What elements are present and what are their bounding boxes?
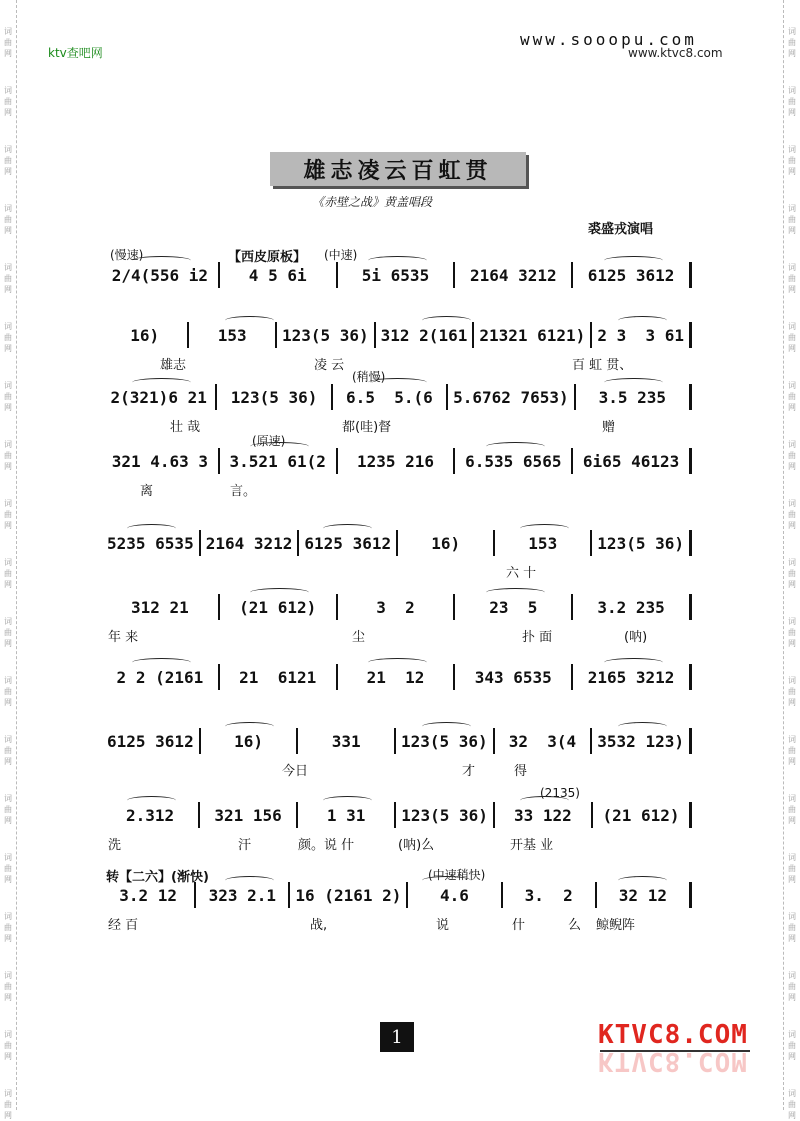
subtitle: 《赤壁之战》黄盖唱段 <box>312 195 433 209</box>
margin-watermark-text: 词曲网 <box>788 1030 796 1061</box>
margin-watermark-text: 词曲网 <box>788 912 796 943</box>
measure: 123(5 36) <box>597 533 684 553</box>
slur-arc <box>604 658 663 667</box>
site-logo: KTVC8.COM <box>598 1020 748 1050</box>
margin-watermark-text: 词曲网 <box>4 617 12 648</box>
bar-line <box>689 594 692 620</box>
margin-watermark-text: 词曲网 <box>788 381 796 412</box>
lyric-text: 得 <box>514 764 528 779</box>
right-margin-watermark <box>783 0 800 1120</box>
notes-line <box>102 882 692 908</box>
score-row <box>102 578 692 648</box>
notes-line <box>102 262 692 288</box>
measure: 3 2 <box>376 597 415 617</box>
measure: 16) <box>130 325 160 345</box>
measure: 153 <box>528 533 558 553</box>
measure: 6i65 46123 <box>582 451 680 471</box>
measure: 3.5 235 <box>598 387 667 407</box>
slur-arc <box>368 256 427 265</box>
slur-arc <box>250 588 309 597</box>
measure: 6.535 6565 <box>465 451 562 471</box>
slur-arc <box>127 796 176 805</box>
bar-line <box>689 262 692 288</box>
measure: 2.312 <box>125 805 175 825</box>
measure: 343 6535 <box>474 667 552 687</box>
margin-watermark-text: 词曲网 <box>788 263 796 294</box>
bar-line <box>689 882 692 908</box>
page-number: 1 <box>380 1022 414 1052</box>
measure: 32 3(4 <box>508 731 577 751</box>
measure: 5235 6535 <box>107 533 194 553</box>
margin-watermark-text: 词曲网 <box>788 204 796 235</box>
margin-watermark-text: 词曲网 <box>788 86 796 117</box>
margin-watermark-text: 词曲网 <box>4 381 12 412</box>
tempo-annotation: (稍慢) <box>352 370 386 384</box>
margin-watermark-text: 词曲网 <box>788 27 796 58</box>
tempo-annotation: (慢速) <box>110 248 144 262</box>
measure: (21 612) <box>239 597 317 617</box>
measure: 2 2 (2161 <box>116 667 204 687</box>
measure: 2165 3212 <box>587 667 675 687</box>
notes-line <box>102 728 692 754</box>
measure: 321 156 <box>214 805 282 825</box>
lyric-text: 颜。说 什 <box>298 838 355 853</box>
score-row <box>102 514 692 584</box>
slur-arc <box>604 378 663 387</box>
tempo-annotation: (原速) <box>252 434 286 448</box>
lyric-text: 说 <box>436 918 450 933</box>
score-row <box>102 368 692 438</box>
measure: 4 5 6i <box>248 265 307 285</box>
measure: 3532 123) <box>597 731 684 751</box>
header-site-name: ktv查吧网 <box>48 46 103 60</box>
slur-arc <box>250 442 309 451</box>
lyric-text: 鲸鲵阵 <box>596 918 636 933</box>
lyric-text: 什 <box>512 918 526 933</box>
measure: 4.6 <box>440 885 469 905</box>
slur-arc <box>422 722 471 731</box>
slur-arc <box>127 524 176 533</box>
lyric-text: 言。 <box>230 484 257 499</box>
notes-line <box>102 322 692 348</box>
performer-credit: 裘盛戎演唱 <box>588 222 654 237</box>
margin-watermark-text: 词曲网 <box>4 86 12 117</box>
measure: 6125 3612 <box>304 533 392 553</box>
margin-watermark-text: 词曲网 <box>4 204 12 235</box>
margin-watermark-text: 词曲网 <box>788 735 796 766</box>
slur-arc <box>604 256 663 265</box>
measure: 5.6762 7653) <box>453 387 569 407</box>
measure: 123(5 36) <box>401 805 488 825</box>
bar-line <box>689 802 692 828</box>
measure: 1 31 <box>326 805 366 825</box>
margin-watermark-text: 词曲网 <box>4 558 12 589</box>
margin-watermark-text: 词曲网 <box>4 971 12 1002</box>
slur-arc <box>520 524 569 533</box>
measure: 6.5 5.(6 <box>346 387 433 407</box>
lyric-text: (呐)么 <box>398 838 435 853</box>
margin-watermark-text: 词曲网 <box>4 499 12 530</box>
measure: 32 12 <box>618 885 667 905</box>
margin-watermark-text: 词曲网 <box>788 676 796 707</box>
measure: 21321 6121) <box>479 325 586 345</box>
margin-watermark-text: 词曲网 <box>788 1089 796 1120</box>
notes-line <box>102 448 692 474</box>
slur-arc <box>225 316 274 325</box>
lyric-text: 凌 云 <box>314 358 345 373</box>
slur-arc <box>323 796 372 805</box>
slur-arc <box>132 658 191 667</box>
margin-watermark-text: 词曲网 <box>788 499 796 530</box>
margin-watermark-text: 词曲网 <box>788 322 796 353</box>
logo-underline <box>600 1050 750 1052</box>
margin-watermark-text: 词曲网 <box>788 558 796 589</box>
measure: 33 122 <box>514 805 572 825</box>
slur-arc <box>225 876 274 885</box>
measure: 21 12 <box>366 667 425 687</box>
tempo-annotation: 【西皮原板】 <box>228 250 307 265</box>
notes-line <box>102 594 692 620</box>
title-banner <box>270 152 526 186</box>
measure: 16 (2161 2) <box>295 885 402 905</box>
score-row <box>102 648 692 718</box>
measure: 16) <box>431 533 461 553</box>
measure: 16) <box>234 731 263 751</box>
slur-arc <box>618 316 667 325</box>
slur-arc <box>486 442 545 451</box>
measure: 2(321)6 21 <box>110 387 207 407</box>
measure: 5i 6535 <box>361 265 430 285</box>
header-url-sub: www.ktvc8.com <box>628 46 723 60</box>
slur-arc <box>486 588 545 597</box>
lyric-text: 经 百 <box>108 918 139 933</box>
margin-watermark-text: 词曲网 <box>4 676 12 707</box>
margin-watermark-text: 词曲网 <box>4 322 12 353</box>
score-row <box>102 712 692 782</box>
margin-watermark-text: 词曲网 <box>788 617 796 648</box>
measure: 123(5 36) <box>230 387 318 407</box>
lyric-text: 离 <box>140 484 154 499</box>
margin-watermark-text: 词曲网 <box>4 1089 12 1120</box>
slur-arc <box>132 378 191 387</box>
measure: 312 2(161 <box>380 325 468 345</box>
slur-arc <box>368 658 427 667</box>
margin-watermark-text: 词曲网 <box>788 440 796 471</box>
measure: 2 3 3 61 <box>597 325 685 345</box>
lyric-text: 壮 哉 <box>170 420 201 435</box>
tempo-annotation: (2135) <box>540 786 580 800</box>
page-title: 雄志凌云百虹贯 <box>303 157 493 184</box>
slur-arc <box>225 722 274 731</box>
bar-line <box>689 322 692 348</box>
margin-watermark-text: 词曲网 <box>4 27 12 58</box>
notes-line <box>102 530 692 556</box>
margin-watermark-text: 词曲网 <box>4 440 12 471</box>
site-logo-reflection: KTVC8.COM <box>598 1046 748 1076</box>
measure: 23 5 <box>489 597 538 617</box>
measure: 3.2 235 <box>597 597 665 617</box>
margin-watermark-text: 词曲网 <box>4 263 12 294</box>
notes-line <box>102 384 692 410</box>
measure: 3. 2 <box>524 885 573 905</box>
tempo-annotation: (中速稍快) <box>428 868 486 882</box>
measure: (21 612) <box>602 805 680 825</box>
measure: 321 4.63 3 <box>111 451 209 471</box>
margin-watermark-text: 词曲网 <box>788 853 796 884</box>
notes-line <box>102 802 692 828</box>
lyric-text: 尘 <box>352 630 366 645</box>
score-row <box>102 432 692 502</box>
measure: 331 <box>331 731 361 751</box>
lyric-text: 六 十 <box>506 566 537 581</box>
lyric-text: 战, <box>310 918 328 933</box>
measure: 2164 3212 <box>469 265 557 285</box>
margin-watermark-text: 词曲网 <box>788 794 796 825</box>
measure: 323 2.1 <box>208 885 277 905</box>
measure: 3.521 61(2 <box>229 451 326 471</box>
slur-arc <box>618 876 667 885</box>
margin-watermark-text: 词曲网 <box>4 1030 12 1061</box>
measure: 6125 3612 <box>107 731 194 751</box>
slur-arc <box>618 722 667 731</box>
lyric-text: 开基 业 <box>510 838 554 853</box>
lyric-text: 赠 <box>602 420 616 435</box>
lyric-text: (呐) <box>624 630 648 645</box>
lyric-text: 都(哇)督 <box>342 420 392 435</box>
bar-line <box>689 384 692 410</box>
tempo-annotation: 转【二六】(渐快) <box>106 870 209 885</box>
slur-arc <box>323 524 372 533</box>
margin-watermark-text: 词曲网 <box>4 735 12 766</box>
measure: 1235 216 <box>356 451 435 471</box>
measure: 6125 3612 <box>587 265 675 285</box>
lyric-text: 百 虹 贯、 <box>572 358 633 373</box>
lyric-text: 汗 <box>238 838 252 853</box>
margin-watermark-text: 词曲网 <box>4 853 12 884</box>
notes-line <box>102 664 692 690</box>
header-url-main: www.sooopu.com <box>520 30 697 49</box>
measure: 2/4(556 i2 <box>111 265 209 285</box>
slur-arc <box>422 316 471 325</box>
slur-arc <box>422 876 471 885</box>
lyric-text: 今日 <box>282 764 309 779</box>
margin-watermark-text: 词曲网 <box>788 145 796 176</box>
slur-arc <box>368 378 427 387</box>
measure: 123(5 36) <box>281 325 369 345</box>
lyric-text: 扑 面 <box>522 630 553 645</box>
bar-line <box>689 664 692 690</box>
bar-line <box>689 728 692 754</box>
measure: 153 <box>217 325 247 345</box>
lyric-text: 雄志 <box>160 358 187 373</box>
measure: 3.2 12 <box>119 885 177 905</box>
score-row <box>102 866 692 936</box>
margin-watermark-text: 词曲网 <box>4 145 12 176</box>
margin-watermark-text: 词曲网 <box>788 971 796 1002</box>
bar-line <box>689 448 692 474</box>
bar-line <box>689 530 692 556</box>
score-row <box>102 786 692 856</box>
measure: 312 21 <box>131 597 189 617</box>
lyric-text: 才 <box>462 764 476 779</box>
margin-watermark-text: 词曲网 <box>4 794 12 825</box>
measure: 123(5 36) <box>400 731 488 751</box>
score-row <box>102 306 692 376</box>
measure: 2164 3212 <box>205 533 293 553</box>
left-margin-watermark <box>0 0 17 1120</box>
slur-arc <box>132 256 191 265</box>
lyric-text: 年 来 <box>108 630 139 645</box>
measure: 21 6121 <box>239 667 317 687</box>
slur-arc <box>520 796 569 805</box>
lyric-text: 洗 <box>108 838 122 853</box>
lyric-text: 么 <box>568 918 582 933</box>
margin-watermark-text: 词曲网 <box>4 912 12 943</box>
tempo-annotation: (中速) <box>324 248 358 262</box>
